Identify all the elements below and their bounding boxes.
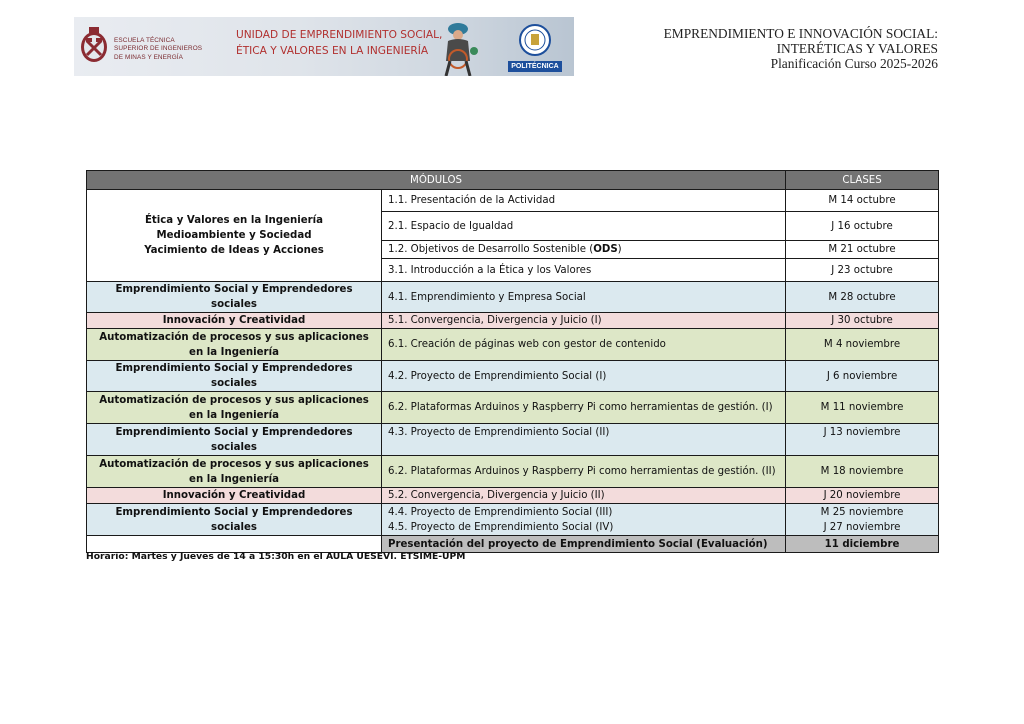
activity-cell: 4.2. Proyecto de Emprendimiento Social (I) (382, 361, 786, 392)
activity-cell: 6.2. Plataformas Arduinos y Raspberry Pi como herramientas de gestión. (I) (382, 392, 786, 424)
module-cell (87, 190, 382, 282)
date-cell: M 18 noviembre (786, 456, 939, 488)
modules-header: MÓDULOS (87, 171, 786, 190)
date-line: M 25 noviembre (820, 506, 904, 518)
table-row (87, 488, 939, 504)
date-cell: M 4 noviembre (786, 329, 939, 361)
empty-module-cell (87, 536, 382, 553)
unit-title-line: UNIDAD DE EMPRENDIMIENTO SOCIAL, (236, 29, 443, 41)
activity-cell: 5.2. Convergencia, Divergencia y Juicio (II) (382, 488, 786, 504)
classes-header: CLASES (786, 171, 939, 190)
activity-cell: 2.1. Espacio de Igualdad (382, 212, 786, 241)
table-row (87, 361, 939, 392)
schedule-note: Horario: Martes y Jueves de 14 a 15:30h en el AULA UESEVI. ETSIME-UPM (86, 551, 466, 562)
school-name-line: ESCUELA TÉCNICA (114, 37, 175, 44)
activity-text: ) (617, 244, 622, 255)
activity-line: 4.4. Proyecto de Emprendimiento Social (III) (388, 506, 613, 518)
date-cell: J 6 noviembre (786, 361, 939, 392)
unit-title (236, 27, 442, 59)
module-cell: Automatización de procesos y sus aplicaciones en la Ingeniería (87, 456, 382, 488)
module-cell: Automatización de procesos y sus aplicaciones en la Ingeniería (87, 329, 382, 361)
table-row-final (87, 536, 939, 553)
activity-cell: 3.1. Introducción a la Ética y los Valores (382, 259, 786, 282)
date-line: J 27 noviembre (823, 521, 901, 533)
date-cell: J 13 noviembre (786, 424, 939, 456)
upm-crest-icon (508, 22, 562, 62)
activity-cell: 6.2. Plataformas Arduinos y Raspberry Pi como herramientas de gestión. (II) (382, 456, 786, 488)
activity-cell (382, 241, 786, 259)
school-name-line: DE MINAS Y ENERGÍA (114, 53, 184, 61)
table-row (87, 456, 939, 488)
module-line: Yacimiento de Ideas y Acciones (144, 245, 324, 256)
upm-logo (508, 22, 562, 72)
final-date-cell: 11 diciembre (786, 536, 939, 553)
activity-line: 4.5. Proyecto de Emprendimiento Social (IV) (388, 521, 614, 533)
module-line: Medioambiente y Sociedad (156, 230, 312, 241)
course-subtitle: INTERÉTICAS Y VALORES (776, 41, 938, 56)
date-cell: M 11 noviembre (786, 392, 939, 424)
document-header (664, 26, 938, 71)
date-cell (786, 504, 939, 536)
date-cell: J 16 octubre (786, 212, 939, 241)
activity-cell: 4.1. Emprendimiento y Empresa Social (382, 282, 786, 313)
table-header-row (87, 171, 939, 190)
school-name-line: SUPERIOR DE INGENIEROS (114, 45, 203, 53)
school-name (114, 37, 202, 62)
table-row (87, 190, 939, 212)
module-cell: Automatización de procesos y sus aplicaciones en la Ingeniería (87, 392, 382, 424)
date-cell: J 23 octubre (786, 259, 939, 282)
activity-cell: 4.3. Proyecto de Emprendimiento Social (II) (382, 424, 786, 456)
module-cell: Emprendimiento Social y Emprendedores sociales (87, 504, 382, 536)
schedule-table (86, 170, 939, 553)
date-cell: J 30 octubre (786, 313, 939, 329)
date-cell: M 14 octubre (786, 190, 939, 212)
header-banner (74, 17, 574, 76)
course-title: EMPRENDIMIENTO E INNOVACIÓN SOCIAL: (663, 26, 938, 41)
school-crest-logo (78, 25, 110, 65)
university-label: POLITÉCNICA (508, 61, 562, 72)
course-year: Planificación Curso 2025-2026 (770, 56, 938, 71)
activity-text: 1.2. Objetivos de Desarrollo Sostenible ( (388, 244, 594, 255)
table-row (87, 424, 939, 456)
table-row (87, 504, 939, 536)
module-cell: Emprendimiento Social y Emprendedores sociales (87, 424, 382, 456)
module-cell: Emprendimiento Social y Emprendedores sociales (87, 282, 382, 313)
activity-cell: 1.1. Presentación de la Actividad (382, 190, 786, 212)
module-cell: Emprendimiento Social y Emprendedores sociales (87, 361, 382, 392)
module-cell: Innovación y Creatividad (87, 488, 382, 504)
date-cell: M 28 octubre (786, 282, 939, 313)
ods-abbr: ODS (593, 244, 618, 255)
table-row (87, 329, 939, 361)
activity-cell: 6.1. Creación de páginas web con gestor de contenido (382, 329, 786, 361)
activity-cell (382, 504, 786, 536)
table-row (87, 313, 939, 329)
engineer-illustration (436, 21, 484, 76)
date-cell: M 21 octubre (786, 241, 939, 259)
module-line: Ética y Valores en la Ingeniería (144, 215, 324, 226)
unit-title-line: ÉTICA Y VALORES EN LA INGENIERÍA (236, 45, 429, 57)
module-cell: Innovación y Creatividad (87, 313, 382, 329)
table-row (87, 282, 939, 313)
table-row (87, 392, 939, 424)
date-cell: J 20 noviembre (786, 488, 939, 504)
activity-cell: 5.1. Convergencia, Divergencia y Juicio (I) (382, 313, 786, 329)
final-activity-cell: Presentación del proyecto de Emprendimiento Social (Evaluación) (382, 536, 786, 553)
